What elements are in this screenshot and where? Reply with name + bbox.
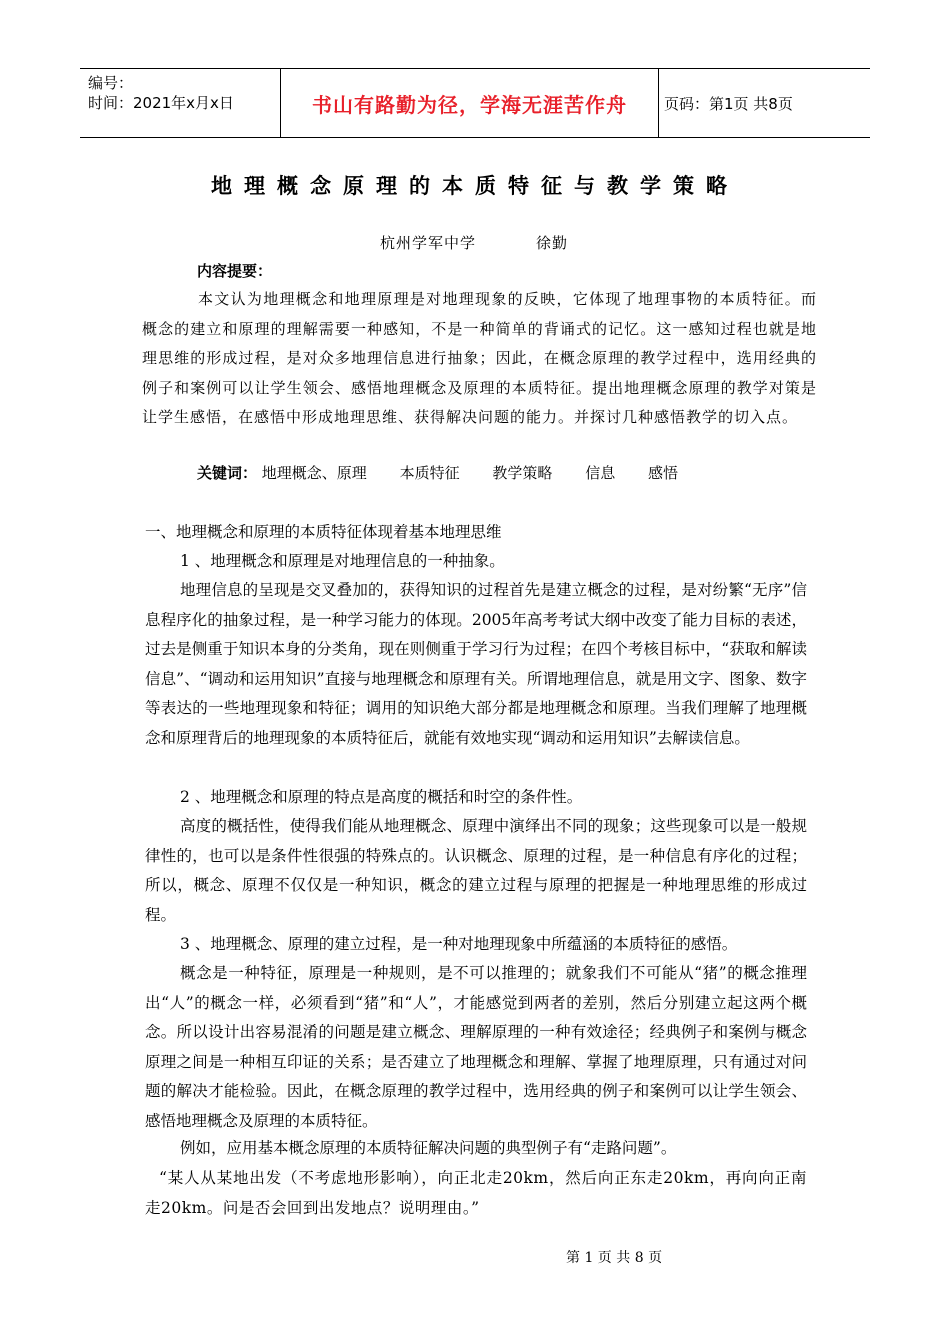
abstract-label: 内容提要：	[197, 262, 273, 280]
paragraph: 概念是一种特征，原理是一种规则，是不可以推理的；就象我们不可能从“猪”的概念推理出“人”的概念一样，必须看到“猪”和“人”，才能感觉到两者的差别，然后分别建立起这两个概念。所以设计出容易混淆的问题是建立概念、理解原理的一种有效途径；经典例子和案例与概念原理之间是一种相互印证的关系；是否建立了地理概念和理解、掌握了地理原理，只有通过对问题的解决才能检验。因此，在概念原理的教学过程中，选用经典的例子和案例可以让学生领会、感悟地理概念及原理的本质特征。	[145, 964, 807, 1130]
paragraph: 高度的概括性，使得我们能从地理概念、原理中演绎出不同的现象；这些现象可以是一般规律性的，也可以是条件性很强的特殊点的。认识概念、原理的过程，是一种信息有序化的过程；所以，概念、原理不仅仅是一种知识，概念的建立过程与原理的把握是一种地理思维的形成过程。	[145, 817, 807, 924]
header-divider	[658, 69, 659, 137]
subheading: 1 、地理概念和原理是对地理信息的一种抽象。	[180, 552, 505, 570]
keyword: 教学策略	[492, 464, 553, 482]
keyword: 地理概念、原理	[261, 464, 367, 482]
keyword: 本质特征	[399, 464, 460, 482]
paragraph: 例如，应用基本概念原理的本质特征解决问题的典型例子有“走路问题”。	[180, 1139, 677, 1157]
subheading: 2 、地理概念和原理的特点是高度的概括和时空的条件性。	[180, 788, 583, 806]
keywords-line	[197, 462, 706, 483]
keywords-label: 关键词：	[197, 464, 258, 482]
footer-page-number: 第 1 页 共 8 页	[566, 1250, 663, 1266]
author-name: 徐勤	[536, 234, 569, 252]
author-line	[380, 232, 568, 253]
author-school: 杭州学军中学	[380, 234, 477, 252]
page-header	[80, 68, 870, 138]
quote-paragraph: “某人从某地出发（不考虑地形影响），向正北走20km，然后向正东走20km，再向向正南走20km。问是否会回到出发地点？说明理由。”	[145, 1169, 807, 1217]
paragraph: 地理信息的呈现是交叉叠加的，获得知识的过程首先是建立概念的过程，是对纷繁“无序”信息程序化的抽象过程，是一种学习能力的体现。2005年高考考试大纲中改变了能力目标的表述，过去是侧重于知识本身的分类角，现在则侧重于学习行为过程；在四个考核目标中，“获取和解读信息”、“调动和运用知识”直接与地理概念和原理有关。所谓地理信息，就是用文字、图象、数字等表达的一些地理现象和特征；调用的知识绝大部分都是地理概念和原理。当我们理解了地理概念和原理背后的地理现象的本质特征后，就能有效地实现“调动和运用知识”去解读信息。	[145, 581, 807, 747]
header-motto: 书山有路勤为径，学海无涯苦作舟	[312, 92, 627, 117]
keyword: 感悟	[647, 464, 678, 482]
section-heading: 一、地理概念和原理的本质特征体现着基本地理思维	[145, 523, 502, 541]
document-title: 地理概念原理的本质特征与教学策略	[211, 173, 739, 198]
subheading: 3 、地理概念、原理的建立过程，是一种对地理现象中所蕴涵的本质特征的感悟。	[180, 935, 738, 953]
header-meta	[80, 69, 280, 137]
keyword: 信息	[585, 464, 616, 482]
header-page-info: 页码：第1页 共8页	[664, 94, 793, 113]
time-label: 时间：2021年x月x日	[88, 94, 234, 112]
abstract-text: 本文认为地理概念和地理原理是对地理现象的反映，它体现了地理事物的本质特征。而概念的建立和原理的理解需要一种感知，不是一种简单的背诵式的记忆。这一感知过程也就是地理思维的形成过程，是对众多地理信息进行抽象；因此，在概念原理的教学过程中，选用经典的例子和案例可以让学生领会、感悟地理概念及原理的本质特征。提出地理概念原理的教学对策是让学生感悟，在感悟中形成地理思维、获得解决问题的能力。并探讨几种感悟教学的切入点。	[142, 290, 817, 426]
serial-label: 编号：	[88, 74, 134, 92]
